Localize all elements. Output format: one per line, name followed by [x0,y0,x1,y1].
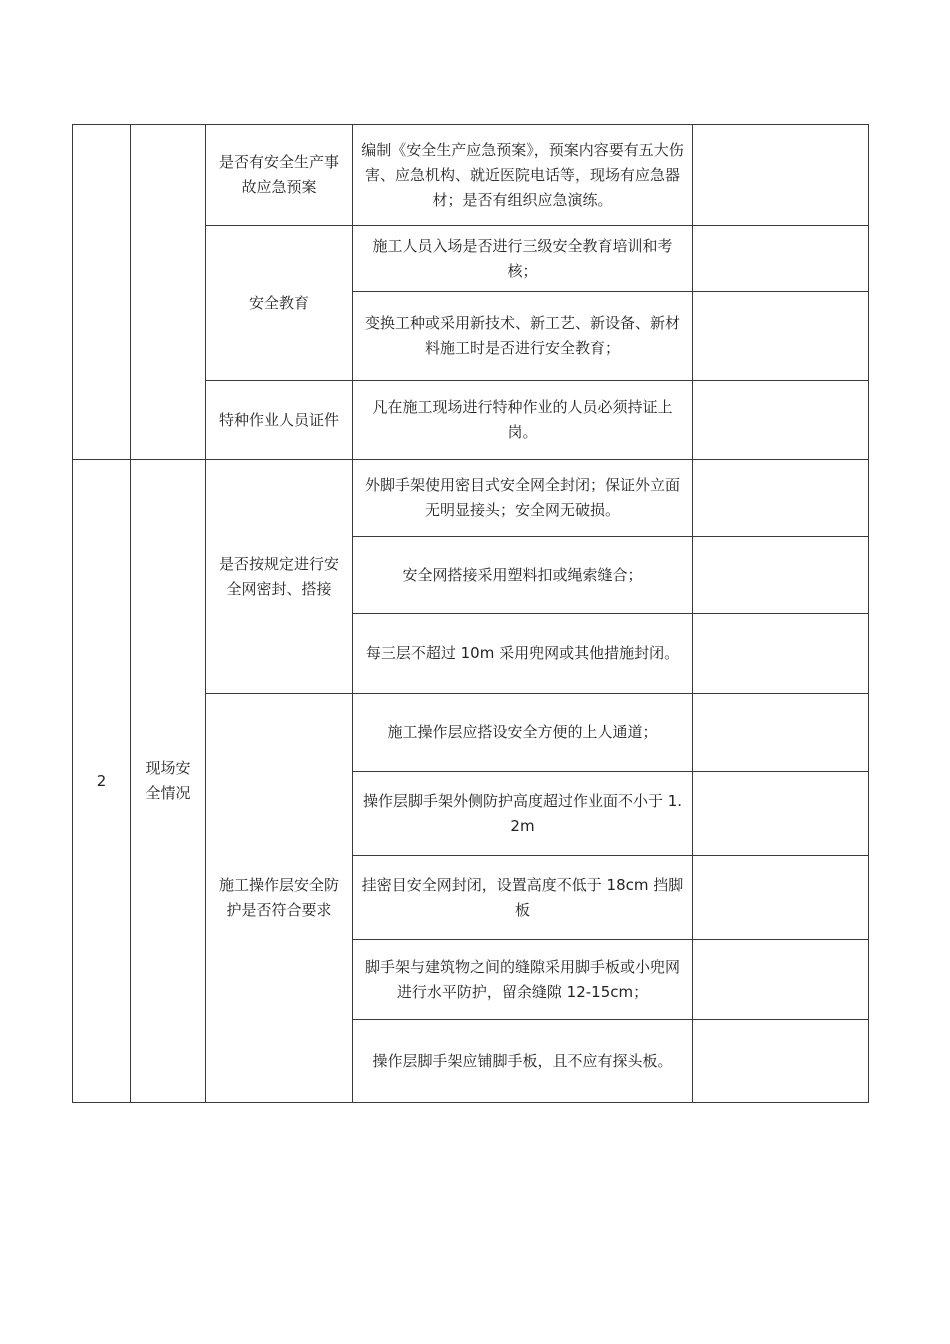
result-cell [693,856,869,940]
requirement-cell: 挂密目安全网封闭，设置高度不低于 18cm 挡脚板 [353,856,693,940]
item-number-cell: 2 [73,460,131,1103]
check-item-cell: 安全教育 [206,226,353,381]
safety-checklist-table [72,124,869,1103]
result-cell [693,460,869,537]
requirement-cell: 变换工种或采用新技术、新工艺、新设备、新材料施工时是否进行安全教育； [353,292,693,381]
result-cell [693,614,869,694]
result-cell [693,694,869,772]
result-cell [693,381,869,460]
result-cell [693,226,869,292]
requirement-cell: 操作层脚手架应铺脚手板，且不应有探头板。 [353,1020,693,1103]
check-item-cell: 是否有安全生产事故应急预案 [206,125,353,226]
result-cell [693,292,869,381]
requirement-cell: 施工人员入场是否进行三级安全教育培训和考核； [353,226,693,292]
requirement-cell: 操作层脚手架外侧防护高度超过作业面不小于 1.2m [353,772,693,856]
requirement-cell: 凡在施工现场进行特种作业的人员必须持证上岗。 [353,381,693,460]
result-cell [693,940,869,1020]
category-cell: 现场安全情况 [131,460,206,1103]
category-cell [131,125,206,460]
requirement-cell: 编制《安全生产应急预案》，预案内容要有五大伤害、应急机构、就近医院电话等，现场有应急器材；是否有组织应急演练。 [353,125,693,226]
result-cell [693,125,869,226]
check-item-cell: 施工操作层安全防护是否符合要求 [206,694,353,1103]
check-item-cell: 特种作业人员证件 [206,381,353,460]
table-row [73,125,869,226]
result-cell [693,772,869,856]
table-row [73,460,869,537]
check-item-cell: 是否按规定进行安全网密封、搭接 [206,460,353,694]
requirement-cell: 外脚手架使用密目式安全网全封闭；保证外立面无明显接头；安全网无破损。 [353,460,693,537]
item-number-cell [73,125,131,460]
requirement-cell: 脚手架与建筑物之间的缝隙采用脚手板或小兜网进行水平防护，留余缝隙 12-15cm； [353,940,693,1020]
requirement-cell: 安全网搭接采用塑料扣或绳索缝合； [353,537,693,614]
result-cell [693,1020,869,1103]
requirement-cell: 施工操作层应搭设安全方便的上人通道； [353,694,693,772]
result-cell [693,537,869,614]
requirement-cell: 每三层不超过 10m 采用兜网或其他措施封闭。 [353,614,693,694]
